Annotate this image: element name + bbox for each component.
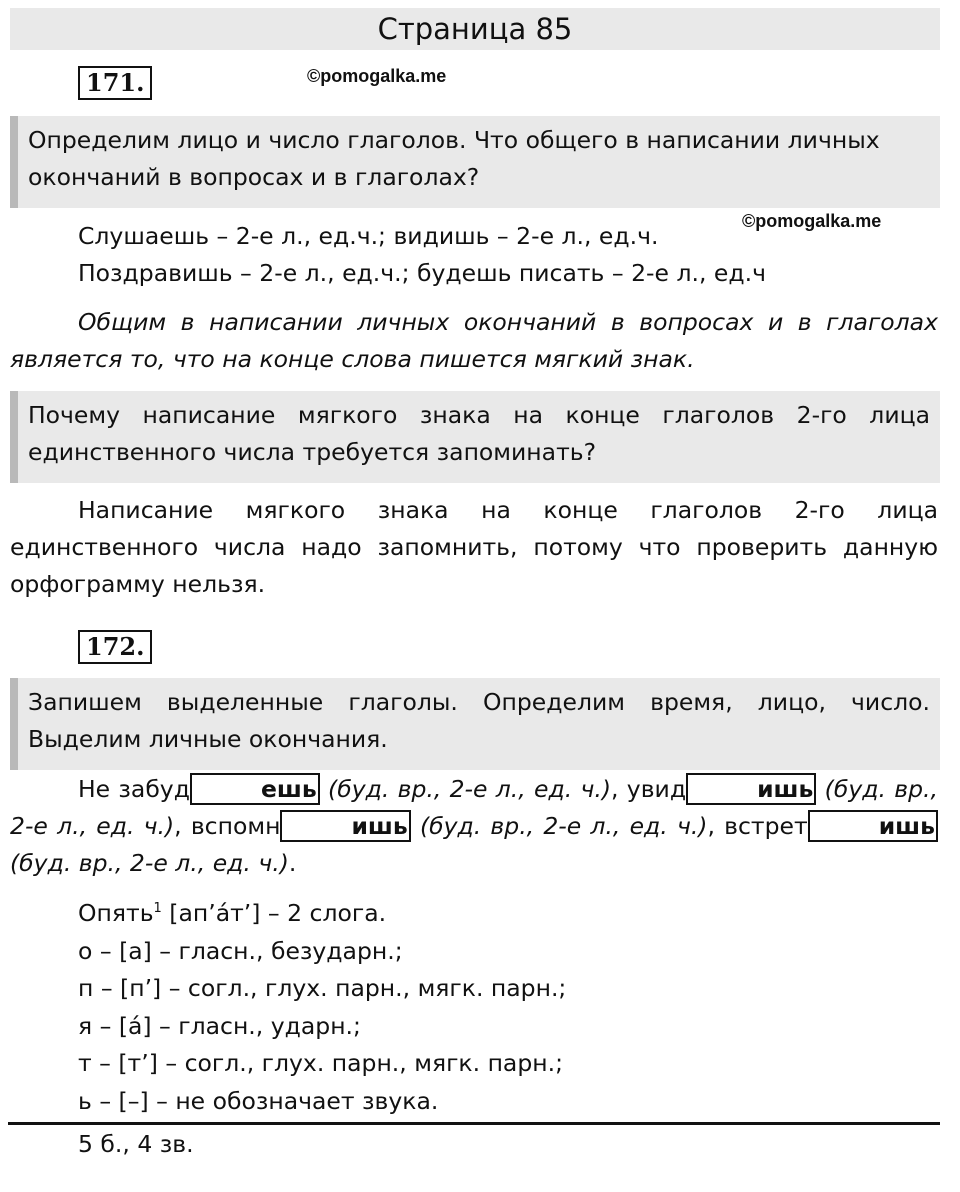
phonetic-line: я – [á] – гласн., ударн.; [78, 1012, 361, 1040]
phonetic-transcription: [ап’áт’] – 2 слога. [161, 899, 387, 927]
task-question: Почему написание мягкого знака на конце глаголов 2-го лица единственного числа требуется запоминать? [10, 391, 940, 483]
phonetic-heading [78, 895, 386, 932]
verb-note: (буд. вр., 2-е л., ед. ч.) [10, 775, 938, 840]
verb-ending: ишь [808, 810, 938, 842]
exercise-number [78, 66, 152, 100]
verb-ending: ешь [190, 773, 320, 805]
phonetic-line: т – [т’] – согл., глух. парн., мягк. парн.; [78, 1049, 563, 1077]
watermark: ©pomogalka.me [307, 66, 447, 86]
phonetic-line: п – [п’] – согл., глух. парн., мягк. парн.; [78, 974, 567, 1002]
verb-ending: ишь [686, 773, 816, 805]
watermark: ©pomogalka.me [742, 211, 882, 231]
verb: Не забуд ешь [78, 775, 320, 803]
answer-paragraph: Написание мягкого знака на конце глаголов 2-го лица единственного числа надо запомнить, потому что проверить данную орфограмму нельзя. [10, 496, 938, 598]
verb: встрет ишь [724, 812, 938, 840]
verb-separator: , [707, 812, 725, 840]
verb: увид ишь [627, 775, 817, 803]
phonetic-summary: 5 б., 4 зв. [78, 1130, 194, 1158]
exercise-number-box: 172. [78, 630, 152, 664]
verbs-paragraph [10, 771, 938, 882]
answer-line: Поздравишь – 2-е л., ед.ч.; будешь писать – 2-е л., ед.ч [78, 259, 766, 287]
verb-note: (буд. вр., 2-е л., ед. ч.) [419, 812, 708, 840]
verb-separator: , [174, 812, 191, 840]
verb-note: (буд. вр., 2-е л., ед. ч.) [328, 775, 612, 803]
page-title: Страница 85 [10, 8, 940, 50]
exercise-number [78, 630, 152, 664]
task-question: Запишем выделенные глаголы. Определим время, лицо, число. Выделим личные окончания. [10, 678, 940, 770]
verb-separator: . [288, 849, 297, 877]
answer-line: Слушаешь – 2-е л., ед.ч.; видишь – 2-е л., ед.ч. [78, 222, 659, 250]
phonetic-line: о – [а] – гласн., безударн.; [78, 937, 403, 965]
exercise-number-box: 171. [78, 66, 152, 100]
verb-note: (буд. вр., 2-е л., ед. ч.) [10, 849, 289, 877]
answer-paragraph: Общим в написании личных окончаний в вопросах и в глаголах является то, что на конце слова пишется мягкий знак. [10, 308, 938, 373]
verb-separator: , [611, 775, 627, 803]
verb-ending: ишь [280, 810, 410, 842]
phonetic-line: ь – [–] – не обозначает звука. [78, 1087, 439, 1115]
divider [8, 1122, 940, 1125]
task-question: Определим лицо и число глаголов. Что общего в написании личных окончаний в вопросах и в глаголах? [10, 116, 940, 208]
verb: вспомн ишь [191, 812, 411, 840]
phonetic-word: Опять [78, 899, 154, 927]
footnote-mark: 1 [153, 901, 162, 917]
